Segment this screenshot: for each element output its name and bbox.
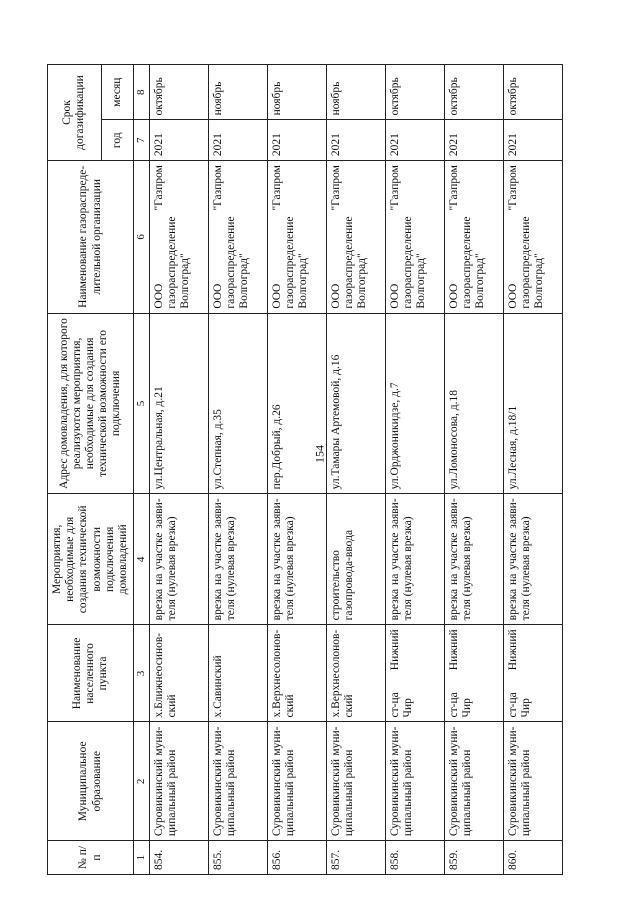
settlement-cell: ст-ца Нижний Чир — [444, 625, 503, 722]
col-number: 6 — [134, 161, 150, 314]
measure-cell: врезка на участке заяви-теля (нулевая врезка) — [267, 494, 326, 625]
month-cell: ноябрь — [208, 65, 267, 120]
organization-cell: ООО "Газпром газораспределение Волгоград" — [208, 161, 267, 314]
table-row — [385, 65, 444, 875]
organization-cell: ООО "Газпром газораспределение Волгоград" — [444, 161, 503, 314]
year-cell: 2021 — [149, 120, 208, 161]
month-cell: октябрь — [503, 65, 562, 120]
table-row — [444, 65, 503, 875]
header-address: Адрес домовладения, для которого реализуются мероприятия, необходимые для создания технической возможности его подключения — [48, 313, 134, 494]
col-number: 3 — [134, 625, 150, 722]
month-cell: октябрь — [149, 65, 208, 120]
year-cell: 2021 — [208, 120, 267, 161]
municipality-cell: Суровикинский муни-ципальный район — [385, 722, 444, 841]
organization-cell: ООО "Газпром газораспределение Волгоград" — [385, 161, 444, 314]
row-number: 858. — [385, 841, 444, 875]
col-number: 5 — [134, 313, 150, 494]
col-number: 8 — [134, 65, 150, 120]
year-cell: 2021 — [503, 120, 562, 161]
col-number: 4 — [134, 494, 150, 625]
row-number: 856. — [267, 841, 326, 875]
table-row — [149, 65, 208, 875]
municipality-cell: Суровикинский муни-ципальный район — [267, 722, 326, 841]
address-cell: ул.Степная, д.35 — [208, 313, 267, 494]
gasification-table — [47, 64, 563, 875]
row-number: 859. — [444, 841, 503, 875]
municipality-cell: Суровикинский муни-ципальный район — [149, 722, 208, 841]
measure-cell: врезка на участке заяви-теля (нулевая врезка) — [149, 494, 208, 625]
measure-cell: строительство газопровода-ввода — [326, 494, 385, 625]
month-cell: ноябрь — [267, 65, 326, 120]
col-number: 2 — [134, 722, 150, 841]
year-cell: 2021 — [326, 120, 385, 161]
year-cell: 2021 — [444, 120, 503, 161]
header-measures: Мероприятия, необходимые для создания технической возможности подключения домовладений — [48, 494, 134, 625]
header-organization: Наименование газораспреде-лительной организации — [48, 161, 134, 314]
month-cell: октябрь — [444, 65, 503, 120]
column-number-row — [134, 65, 150, 875]
measure-cell: врезка на участке заяви-теля (нулевая врезка) — [385, 494, 444, 625]
municipality-cell: Суровикинский муни-ципальный район — [208, 722, 267, 841]
settlement-cell: х.Ближнеосинов-ский — [149, 625, 208, 722]
row-number: 854. — [149, 841, 208, 875]
table-row — [326, 65, 385, 875]
organization-cell: ООО "Газпром газораспределение Волгоград" — [326, 161, 385, 314]
header-deadline: Срок догазификации — [48, 65, 102, 161]
year-cell: 2021 — [267, 120, 326, 161]
address-cell: ул.Ломоносова, д.18 — [444, 313, 503, 494]
header-year: год — [101, 120, 134, 161]
settlement-cell: х.Савинский — [208, 625, 267, 722]
organization-cell: ООО "Газпром газораспределение Волгоград" — [267, 161, 326, 314]
col-number: 7 — [134, 120, 150, 161]
municipality-cell: Суровикинский муни-ципальный район — [444, 722, 503, 841]
header-month: месяц — [101, 65, 134, 120]
header-settlement: Наименование населенного пункта — [48, 625, 134, 722]
address-cell: ул.Лесная, д.18/1 — [503, 313, 562, 494]
year-cell: 2021 — [385, 120, 444, 161]
rotated-table-container — [47, 64, 555, 875]
municipality-cell: Суровикинский муни-ципальный район — [503, 722, 562, 841]
measure-cell: врезка на участке заяви-теля (нулевая врезка) — [208, 494, 267, 625]
settlement-cell: х.Верхнесолонов-ский — [267, 625, 326, 722]
settlement-cell: ст-ца Нижний Чир — [503, 625, 562, 722]
address-cell: пер.Добрый, д.26 — [267, 313, 326, 494]
table-row — [208, 65, 267, 875]
header-num: № п/п — [48, 841, 134, 875]
organization-cell: ООО "Газпром газораспределение Волгоград" — [149, 161, 208, 314]
page-number: 154 — [312, 445, 327, 463]
row-number: 860. — [503, 841, 562, 875]
col-number: 1 — [134, 841, 150, 875]
month-cell: ноябрь — [326, 65, 385, 120]
row-number: 857. — [326, 841, 385, 875]
header-municipality: Муниципальное образование — [48, 722, 134, 841]
row-number: 855. — [208, 841, 267, 875]
measure-cell: врезка на участке заяви-теля (нулевая врезка) — [503, 494, 562, 625]
address-cell: ул.Орджоникидзе, д.7 — [385, 313, 444, 494]
month-cell: октябрь — [385, 65, 444, 120]
table-row — [503, 65, 562, 875]
settlement-cell: ст-ца Нижний Чир — [385, 625, 444, 722]
address-cell: ул.Тамары Артемовой, д.16 — [326, 313, 385, 494]
settlement-cell: х.Верхнесолонов-ский — [326, 625, 385, 722]
municipality-cell: Суровикинский муни-ципальный район — [326, 722, 385, 841]
organization-cell: ООО "Газпром газораспределение Волгоград" — [503, 161, 562, 314]
address-cell: ул.Центральная, д.21 — [149, 313, 208, 494]
measure-cell: врезка на участке заяви-теля (нулевая врезка) — [444, 494, 503, 625]
table-row — [267, 65, 326, 875]
